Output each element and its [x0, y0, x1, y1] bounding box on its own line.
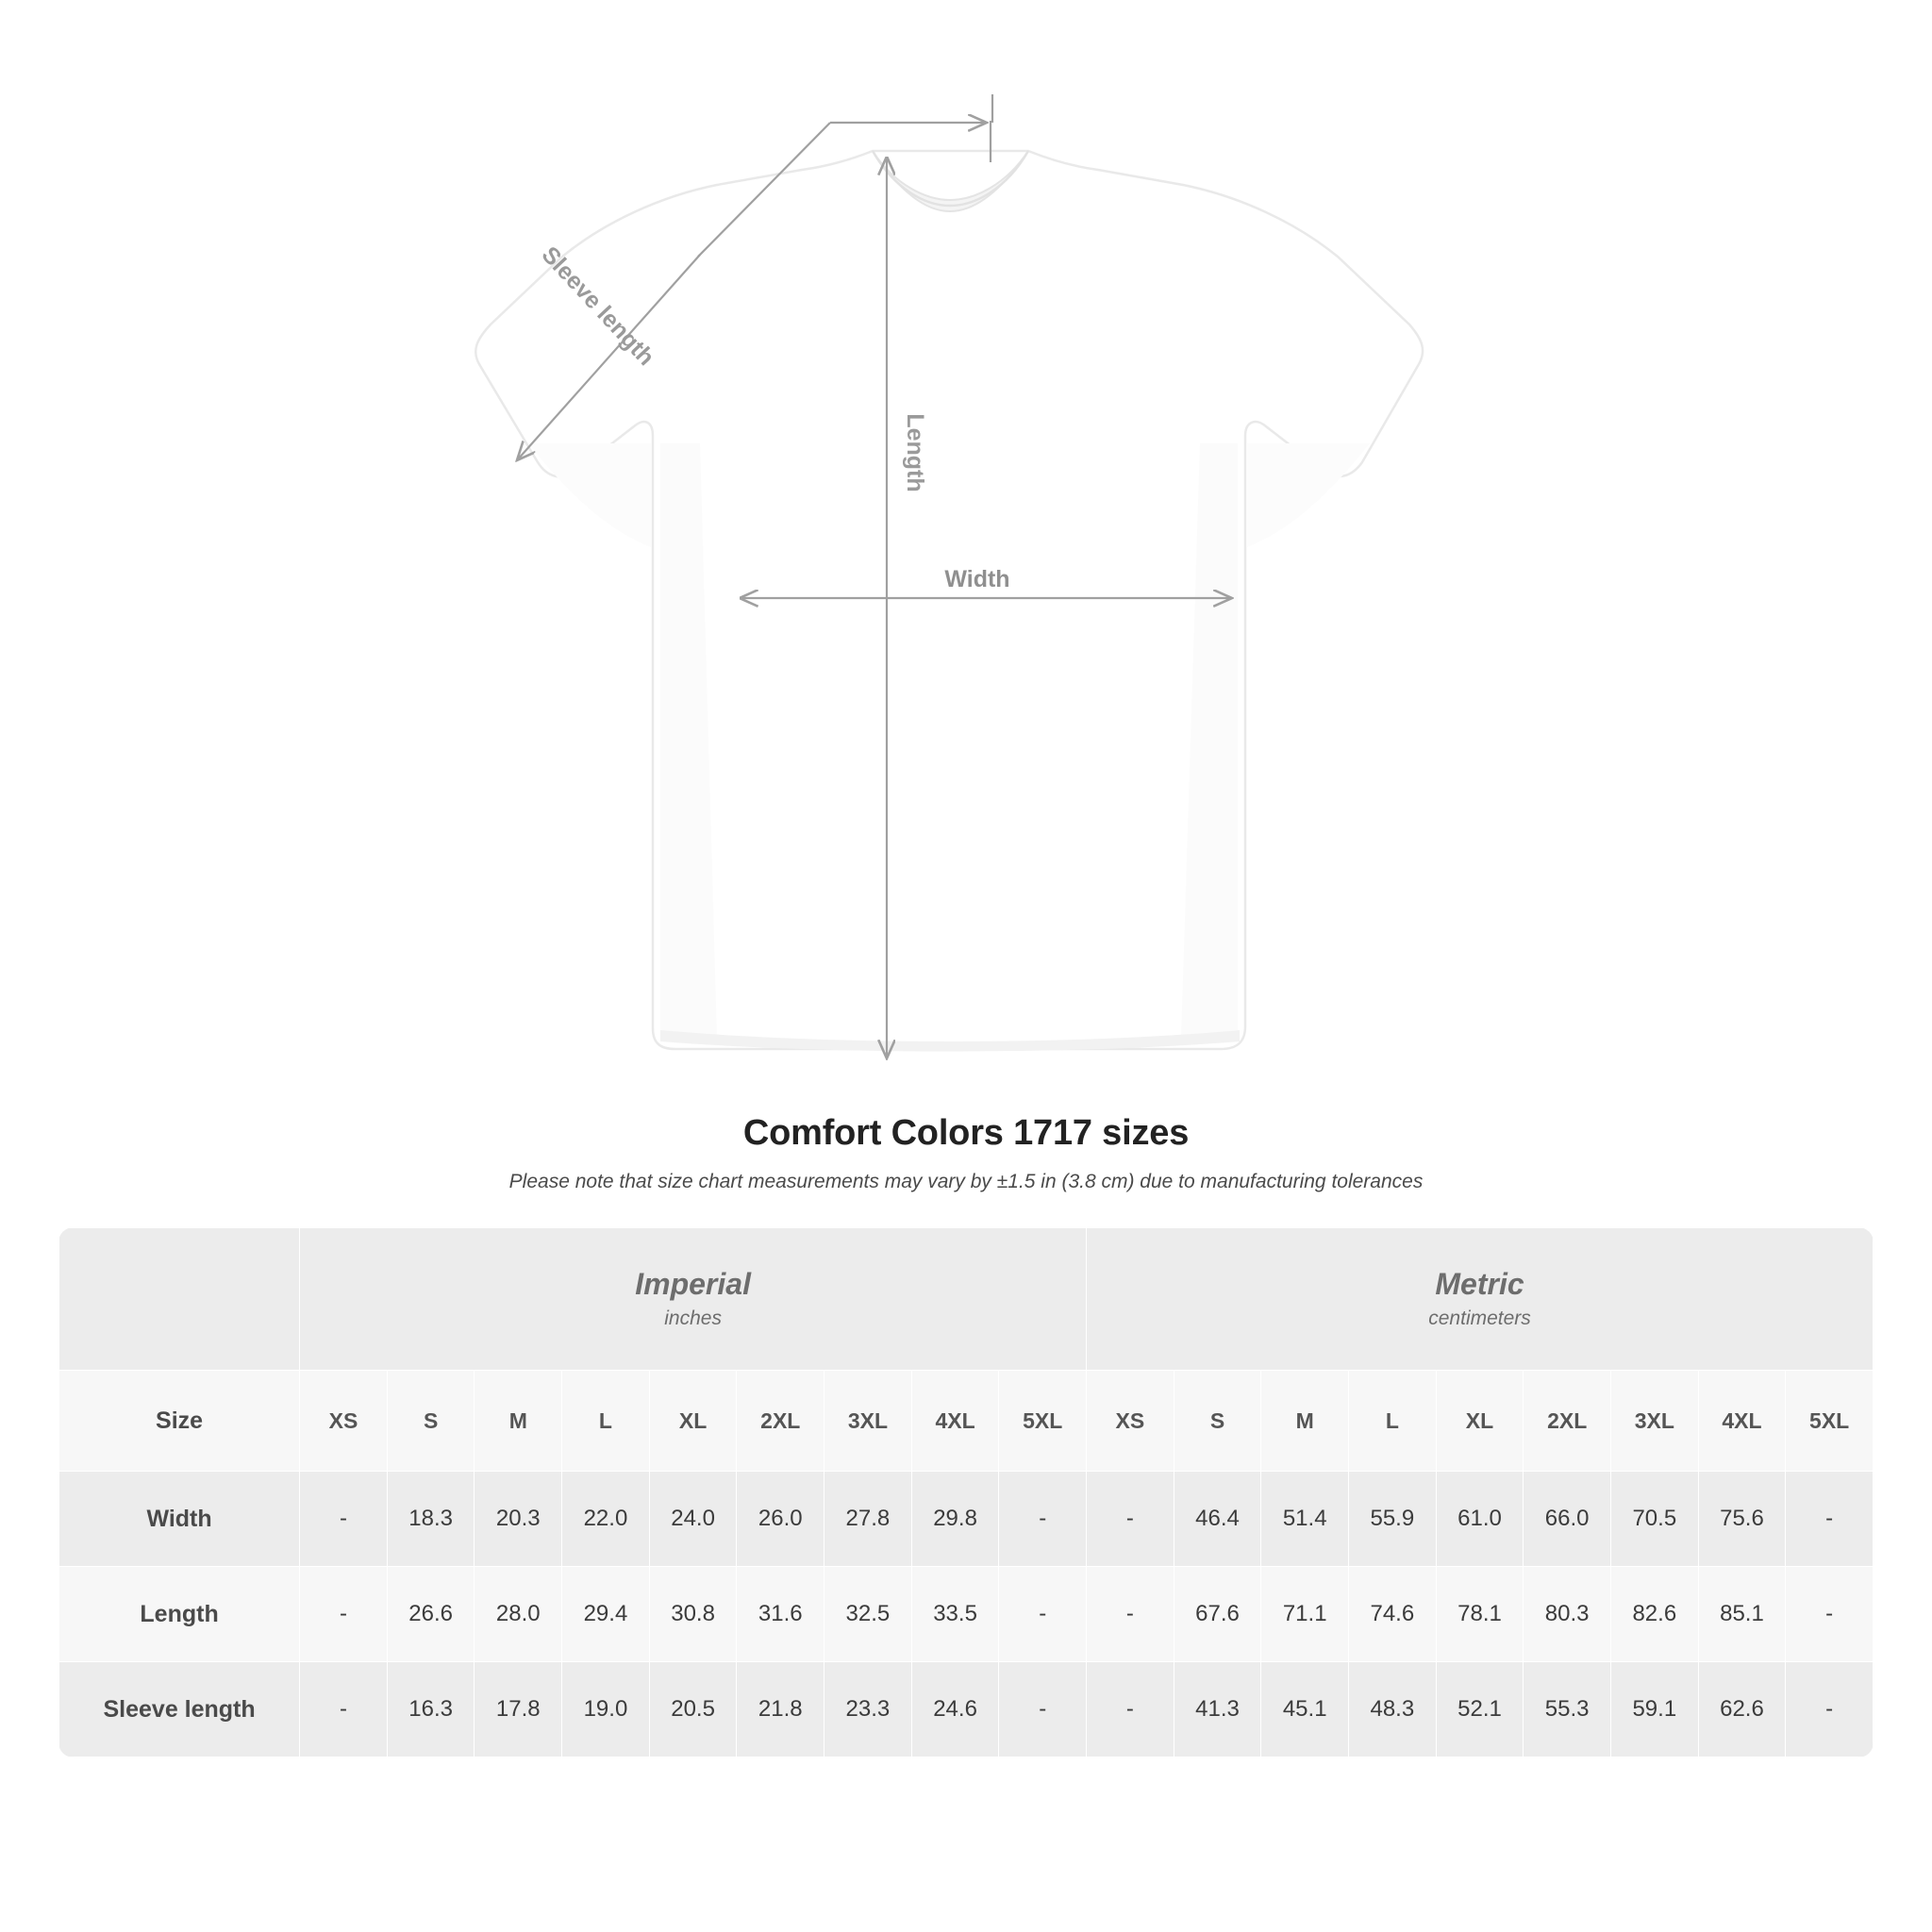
cell-length-metric-l: 74.6: [1349, 1567, 1437, 1662]
size-table-wrapper: [58, 1227, 1874, 1757]
size-header-imperial-5xl: 5XL: [999, 1371, 1087, 1472]
cell-width-metric-3xl: 70.5: [1610, 1472, 1698, 1567]
chart-note: Please note that size chart measurements may vary by ±1.5 in (3.8 cm) due to manufacturing tolerances: [508, 1171, 1424, 1192]
cell-length-imperial-m: 28.0: [475, 1567, 562, 1662]
table-row: [59, 1567, 1874, 1662]
cell-width-metric-l: 55.9: [1349, 1472, 1437, 1567]
table-row: [59, 1662, 1874, 1757]
size-header-row: [59, 1371, 1874, 1472]
cell-length-imperial-xl: 30.8: [649, 1567, 737, 1662]
size-header-imperial-l: L: [562, 1371, 650, 1472]
cell-width-imperial-5xl: -: [999, 1472, 1087, 1567]
size-header-metric-xs: XS: [1087, 1371, 1174, 1472]
cell-sleeve-imperial-3xl: 23.3: [824, 1662, 912, 1757]
cell-sleeve-metric-5xl: -: [1786, 1662, 1874, 1757]
cell-width-imperial-m: 20.3: [475, 1472, 562, 1567]
cell-length-metric-5xl: -: [1786, 1567, 1874, 1662]
size-header-metric-3xl: 3XL: [1610, 1371, 1698, 1472]
row-label-width: Width: [59, 1472, 300, 1567]
cell-length-metric-3xl: 82.6: [1610, 1567, 1698, 1662]
unit-sub-metric: centimeters: [1428, 1307, 1531, 1329]
cell-length-imperial-l: 29.4: [562, 1567, 650, 1662]
cell-sleeve-metric-s: 41.3: [1174, 1662, 1261, 1757]
cell-sleeve-imperial-xs: -: [300, 1662, 388, 1757]
cell-sleeve-imperial-l: 19.0: [562, 1662, 650, 1757]
cell-sleeve-imperial-4xl: 24.6: [911, 1662, 999, 1757]
cell-width-imperial-xl: 24.0: [649, 1472, 737, 1567]
cell-length-imperial-xs: -: [300, 1567, 388, 1662]
size-header-imperial-s: S: [387, 1371, 475, 1472]
size-header-imperial-xl: XL: [649, 1371, 737, 1472]
unit-header-imperial: [300, 1228, 1087, 1371]
cell-width-metric-xl: 61.0: [1436, 1472, 1524, 1567]
size-header-imperial-3xl: 3XL: [824, 1371, 912, 1472]
cell-sleeve-metric-xs: -: [1087, 1662, 1174, 1757]
cell-sleeve-imperial-s: 16.3: [387, 1662, 475, 1757]
cell-sleeve-imperial-m: 17.8: [475, 1662, 562, 1757]
cell-width-imperial-2xl: 26.0: [737, 1472, 824, 1567]
cell-length-imperial-3xl: 32.5: [824, 1567, 912, 1662]
unit-header-row: [59, 1228, 1874, 1371]
cell-width-metric-5xl: -: [1786, 1472, 1874, 1567]
size-header-label: Size: [59, 1371, 300, 1472]
row-label-length: Length: [59, 1567, 300, 1662]
cell-width-metric-4xl: 75.6: [1698, 1472, 1786, 1567]
cell-sleeve-imperial-2xl: 21.8: [737, 1662, 824, 1757]
unit-sub-imperial: inches: [664, 1307, 722, 1329]
unit-header-corner: [59, 1228, 300, 1371]
width-label: Width: [944, 566, 1010, 592]
sleeve-length-label: Sleeve length: [536, 242, 660, 372]
size-header-imperial-xs: XS: [300, 1371, 388, 1472]
cell-sleeve-metric-2xl: 55.3: [1524, 1662, 1611, 1757]
size-header-metric-l: L: [1349, 1371, 1437, 1472]
size-header-metric-5xl: 5XL: [1786, 1371, 1874, 1472]
unit-header-metric: [1087, 1228, 1874, 1371]
cell-width-imperial-l: 22.0: [562, 1472, 650, 1567]
cell-sleeve-metric-l: 48.3: [1349, 1662, 1437, 1757]
cell-length-metric-m: 71.1: [1261, 1567, 1349, 1662]
cell-sleeve-imperial-5xl: -: [999, 1662, 1087, 1757]
size-header-metric-xl: XL: [1436, 1371, 1524, 1472]
cell-sleeve-metric-xl: 52.1: [1436, 1662, 1524, 1757]
cell-width-metric-2xl: 66.0: [1524, 1472, 1611, 1567]
size-header-metric-2xl: 2XL: [1524, 1371, 1611, 1472]
unit-name-imperial: Imperial: [635, 1267, 751, 1302]
unit-name-metric: Metric: [1435, 1267, 1524, 1302]
size-header-metric-s: S: [1174, 1371, 1261, 1472]
cell-sleeve-imperial-xl: 20.5: [649, 1662, 737, 1757]
cell-width-metric-m: 51.4: [1261, 1472, 1349, 1567]
cell-length-imperial-s: 26.6: [387, 1567, 475, 1662]
cell-sleeve-metric-4xl: 62.6: [1698, 1662, 1786, 1757]
size-header-imperial-m: M: [475, 1371, 562, 1472]
cell-width-imperial-xs: -: [300, 1472, 388, 1567]
size-header-metric-4xl: 4XL: [1698, 1371, 1786, 1472]
cell-width-metric-xs: -: [1087, 1472, 1174, 1567]
cell-width-imperial-s: 18.3: [387, 1472, 475, 1567]
size-header-imperial-4xl: 4XL: [911, 1371, 999, 1472]
cell-sleeve-metric-m: 45.1: [1261, 1662, 1349, 1757]
cell-sleeve-metric-3xl: 59.1: [1610, 1662, 1698, 1757]
row-label-sleeve-length: Sleeve length: [59, 1662, 300, 1757]
cell-length-imperial-2xl: 31.6: [737, 1567, 824, 1662]
size-table: [58, 1227, 1874, 1757]
cell-length-metric-2xl: 80.3: [1524, 1567, 1611, 1662]
size-header-metric-m: M: [1261, 1371, 1349, 1472]
shirt-shape: [475, 151, 1423, 1052]
cell-length-imperial-4xl: 33.5: [911, 1567, 999, 1662]
cell-length-metric-xs: -: [1087, 1567, 1174, 1662]
size-header-imperial-2xl: 2XL: [737, 1371, 824, 1472]
cell-width-metric-s: 46.4: [1174, 1472, 1261, 1567]
cell-length-imperial-5xl: -: [999, 1567, 1087, 1662]
cell-length-metric-xl: 78.1: [1436, 1567, 1524, 1662]
cell-width-imperial-4xl: 29.8: [911, 1472, 999, 1567]
cell-length-metric-4xl: 85.1: [1698, 1567, 1786, 1662]
cell-length-metric-s: 67.6: [1174, 1567, 1261, 1662]
chart-title: Comfort Colors 1717 sizes: [742, 1113, 1190, 1153]
cell-width-imperial-3xl: 27.8: [824, 1472, 912, 1567]
length-label: Length: [902, 413, 928, 492]
table-row: [59, 1472, 1874, 1567]
